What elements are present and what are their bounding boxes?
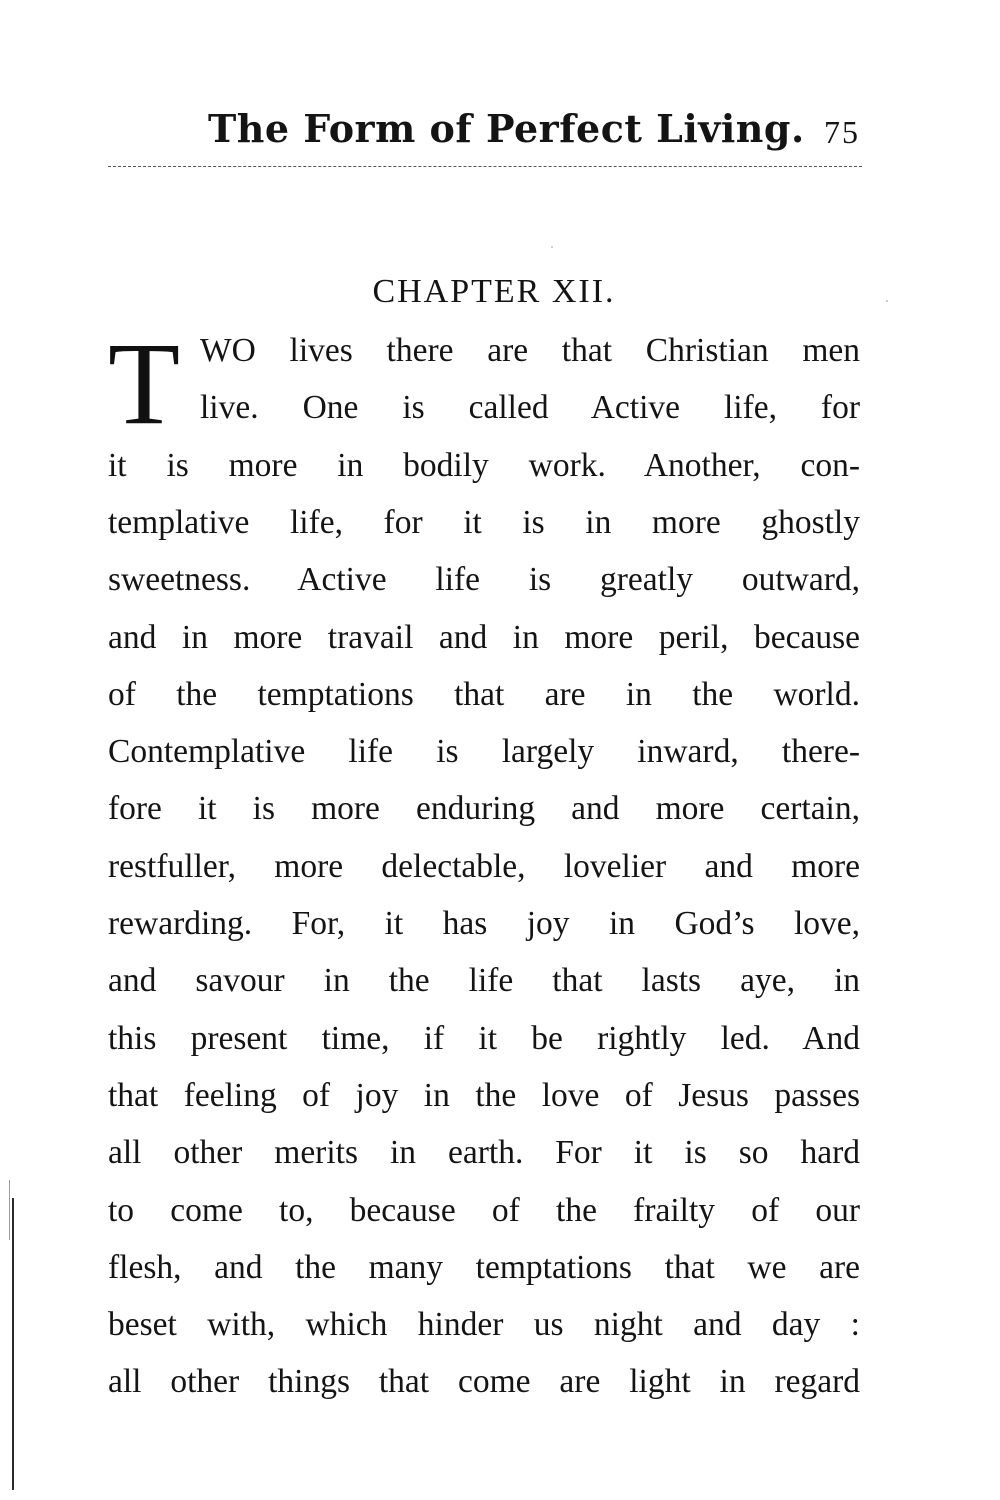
text-line: and savour in the life that lasts aye, in	[108, 962, 860, 1000]
text-line: sweetness. Active life is greatly outward,	[108, 561, 860, 599]
text-line: to come to, because of the frailty of our	[108, 1191, 860, 1229]
page-number: 75	[824, 114, 860, 150]
text-line: Contemplative life is largely inward, there-	[108, 733, 860, 771]
text-line: live. One is called Active life, for	[200, 389, 860, 427]
header-rule-divider	[108, 166, 862, 167]
text-line: of the temptations that are in the world.	[108, 675, 860, 713]
drop-cap-initial: T	[108, 318, 181, 449]
text-line: flesh, and the many temptations that we are	[108, 1248, 860, 1286]
text-line: all other merits in earth. For it is so hard	[108, 1134, 860, 1172]
text-line: that feeling of joy in the love of Jesus passes	[108, 1076, 860, 1114]
paper-speck	[886, 300, 888, 302]
running-title: The Form of Perfect Living.	[208, 106, 805, 151]
text-line: and in more travail and in more peril, because	[108, 618, 860, 656]
text-line: beset with, which hinder us night and day :	[108, 1306, 860, 1344]
body-text	[108, 318, 860, 1432]
scan-edge-line	[12, 1198, 14, 1490]
scan-edge-shadow	[9, 1180, 10, 1240]
text-line: fore it is more enduring and more certain,	[108, 790, 860, 828]
text-line: it is more in bodily work. Another, con-	[108, 446, 860, 484]
text-line: restfuller, more delectable, lovelier and more	[108, 847, 860, 885]
paper-speck	[551, 246, 553, 248]
text-line: templative life, for it is in more ghostly	[108, 503, 860, 541]
running-head	[108, 104, 860, 154]
chapter-heading: CHAPTER XII.	[372, 273, 616, 310]
text-line: this present time, if it be rightly led. And	[108, 1019, 860, 1057]
text-line: rewarding. For, it has joy in God’s love,	[108, 905, 860, 942]
text-line: all other things that come are light in regard	[108, 1363, 860, 1401]
text-line: WO lives there are that Christian men	[200, 332, 860, 369]
